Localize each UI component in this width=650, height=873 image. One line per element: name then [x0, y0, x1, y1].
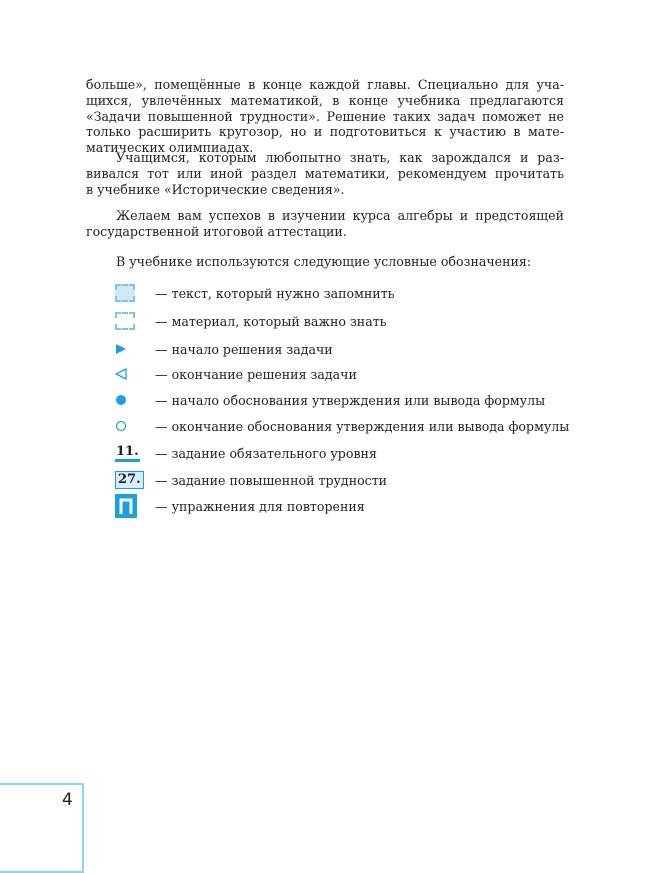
- page-number: 4: [62, 790, 73, 810]
- legend-item: [115, 442, 595, 464]
- legend-text: — материал, который важно знать: [155, 313, 387, 329]
- legend-item: [115, 363, 595, 385]
- legend-item: [115, 282, 595, 304]
- text-line: Учащимся, которым любопытно знать, как зарождался и раз-: [116, 150, 564, 165]
- text-line: матических олимпиадах.: [86, 140, 254, 156]
- legend-text: — упражнения для повторения: [155, 498, 365, 514]
- paragraph-3: [86, 208, 564, 240]
- legend-item: [115, 389, 595, 411]
- text-line: «Задачи повышенной трудности». Решение таких задач поможет не: [86, 108, 564, 124]
- underlined-number-icon: 11.: [115, 445, 140, 462]
- legend-text: — окончание решения задачи: [155, 366, 357, 382]
- legend-text: — окончание обоснования утверждения или вывода формулы: [155, 418, 570, 434]
- legend-item: [115, 415, 595, 437]
- text-line: в учебнике «Исторические сведения».: [86, 181, 345, 197]
- legend-text: — начало решения задачи: [155, 341, 333, 357]
- text-line: только расширить кругозор, но и подготовиться к участию в мате-: [86, 124, 564, 140]
- legend-text: — текст, который нужно запомнить: [155, 285, 395, 301]
- paragraph-4: [86, 254, 564, 270]
- legend-text: — задание обязательного уровня: [155, 445, 377, 461]
- p-box-icon: [115, 494, 137, 518]
- dashed-frame-icon: [115, 312, 135, 330]
- filled-dashed-frame-icon: [115, 284, 135, 302]
- text-line: больше», помещённые в конце каждой главы. Специально для уча-: [86, 77, 564, 92]
- text-line: государственной итоговой аттестации.: [86, 223, 347, 239]
- legend-item: [115, 469, 595, 491]
- legend-text: — задание повышенной трудности: [155, 472, 388, 488]
- legend-item: [115, 495, 595, 517]
- text-line: В учебнике используются следующие условные обозначения:: [116, 254, 532, 269]
- outline-circle-icon: [115, 420, 127, 432]
- text-line: щихся, увлечённых математикой, в конце учебника предлагаются: [86, 92, 564, 108]
- legend-text: — начало обоснования утверждения или вывода формулы: [155, 392, 546, 408]
- legend-item: [115, 310, 595, 332]
- text-line: Желаем вам успехов в изучении курса алгебры и предстоящей: [116, 208, 564, 223]
- paragraph-2: [86, 150, 564, 197]
- legend-item: [115, 338, 595, 360]
- text-line: вивался тот или иной раздел математики, рекомендуем прочитать: [86, 165, 564, 181]
- boxed-number-icon: 27.: [115, 471, 144, 489]
- outline-triangle-icon: [115, 368, 127, 380]
- paragraph-1: [86, 77, 564, 156]
- filled-circle-icon: [115, 394, 127, 406]
- filled-triangle-icon: [115, 343, 127, 355]
